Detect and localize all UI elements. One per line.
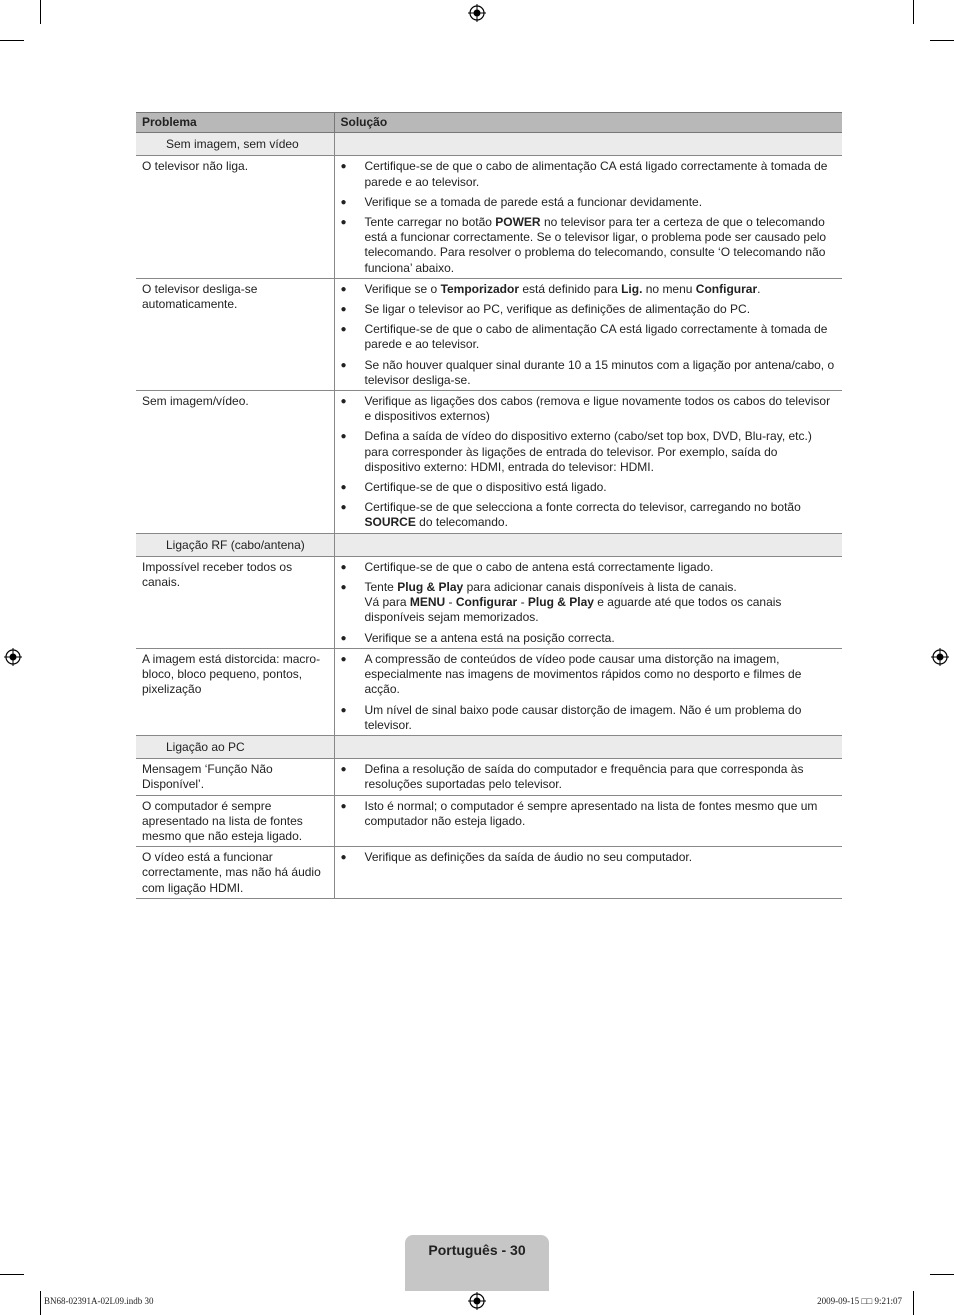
solution-item <box>341 652 837 698</box>
problem-cell: O vídeo está a funcionar correctamente, mas não há áudio com ligação HDMI. <box>136 847 334 899</box>
emphasis-text: Plug & Play <box>527 595 594 610</box>
emphasis-text: Plug & Play <box>397 580 464 595</box>
solution-text: Verifique se a tomada de parede está a funcionar devidamente. <box>364 194 703 209</box>
section-blank-cell <box>334 533 842 556</box>
solution-list <box>341 762 837 792</box>
solution-cell <box>334 847 842 899</box>
section-row <box>136 133 842 156</box>
troubleshooting-table <box>136 112 842 899</box>
solution-text: . <box>757 281 761 296</box>
table-row <box>136 648 842 735</box>
solution-text: está definido para <box>519 281 622 296</box>
solution-text: Tente <box>364 580 398 595</box>
solution-text: no televisor para ter a certeza de que o telecomando está a funcionar correctamente. Se o televisor ligar, o problema pode ser causado pelo telecomando. Para resolver o problema do telecomando, consulte ‘O telecomando não funciona’ abaixo. <box>364 215 827 275</box>
solution-text: para adicionar canais disponíveis à lista de canais. <box>463 580 737 595</box>
column-header-solution: Solução <box>334 113 842 133</box>
solution-text: Defina a saída de vídeo do dispositivo externo (cabo/set top box, DVD, Blu-ray, etc.) para corresponder às ligações de entrada do televisor. Por exemplo, saída do dispositivo externo: HDMI, entrada do televisor: HDMI. <box>364 429 812 474</box>
solution-list <box>341 282 837 388</box>
table-header-row <box>136 113 842 133</box>
bullet-icon: ● <box>340 431 347 443</box>
bullet-icon: ● <box>340 632 347 644</box>
crop-mark <box>930 1274 954 1275</box>
solution-list <box>341 799 837 829</box>
crop-mark <box>913 0 914 24</box>
solution-cell <box>334 391 842 534</box>
table-row <box>136 156 842 278</box>
bullet-icon: ● <box>340 764 347 776</box>
solution-list <box>341 560 837 646</box>
solution-list <box>341 652 837 733</box>
solution-text: Verifique se o <box>364 281 441 296</box>
emphasis-text: Temporizador <box>440 281 520 296</box>
solution-text: Verifique as definições da saída de áudio no seu computador. <box>364 850 693 865</box>
registration-mark-icon <box>4 648 22 666</box>
solution-item <box>341 429 837 475</box>
solution-item <box>341 282 837 297</box>
registration-mark-icon <box>468 4 486 22</box>
solution-item <box>341 560 837 575</box>
section-label: Ligação ao PC <box>136 735 334 758</box>
problem-cell: Sem imagem/vídeo. <box>136 391 334 534</box>
problem-cell: O televisor desliga-se automaticamente. <box>136 278 334 390</box>
crop-mark <box>0 1274 24 1275</box>
solution-text: Vá para <box>364 595 410 610</box>
solution-item <box>341 703 837 733</box>
section-blank-cell <box>334 133 842 156</box>
emphasis-text: Lig. <box>621 281 643 296</box>
problem-cell: A imagem está distorcida: macro-bloco, bloco pequeno, pontos, pixelização <box>136 648 334 735</box>
solution-text: no menu <box>642 281 696 296</box>
table-row <box>136 278 842 390</box>
solution-text: A compressão de conteúdos de vídeo pode causar uma distorção na imagem, especialmente nas imagens de movimentos rápidos como no desporto e filmes de acção. <box>364 651 802 697</box>
solution-text: Isto é normal; o computador é sempre apresentado na lista de fontes mesmo que um computador não esteja ligado. <box>364 798 818 828</box>
section-row <box>136 735 842 758</box>
column-header-problem: Problema <box>136 113 334 133</box>
solution-text: Certifique-se de que o dispositivo está ligado. <box>364 480 607 495</box>
file-name: BN68-02391A-02L09.indb 30 <box>44 1296 154 1306</box>
bullet-icon: ● <box>340 217 347 229</box>
crop-mark <box>40 0 41 24</box>
solution-text: Certifique-se de que selecciona a fonte correcta do televisor, carregando no botão <box>364 500 801 515</box>
solution-cell <box>334 759 842 795</box>
solution-text: Defina a resolução de saída do computador e frequência para que corresponda às resoluções suportadas pelo televisor. <box>364 762 804 792</box>
solution-item <box>341 195 837 210</box>
bullet-icon: ● <box>340 161 347 173</box>
bullet-icon: ● <box>340 359 347 371</box>
problem-cell: O computador é sempre apresentado na lista de fontes mesmo que não esteja ligado. <box>136 795 334 847</box>
solution-text: Certifique-se de que o cabo de alimentação CA está ligado correctamente à tomada de parede e ao televisor. <box>364 159 828 189</box>
solution-item <box>341 580 837 626</box>
solution-text: Verifique se a antena está na posição correcta. <box>364 630 615 645</box>
solution-text: Um nível de sinal baixo pode causar distorção de imagem. Não é um problema do televisor. <box>364 702 802 732</box>
table-body <box>136 133 842 899</box>
solution-cell <box>334 156 842 278</box>
bullet-icon: ● <box>340 324 347 336</box>
solution-text: Verifique as ligações dos cabos (remova e ligue novamente todos os cabos do televisor e dispositivos externos) <box>364 394 831 424</box>
solution-list <box>341 850 837 865</box>
solution-item <box>341 500 837 530</box>
bullet-icon: ● <box>340 482 347 494</box>
emphasis-text: SOURCE <box>364 515 416 530</box>
problem-cell: O televisor não liga. <box>136 156 334 278</box>
bullet-icon: ● <box>340 502 347 514</box>
solution-item <box>341 631 837 646</box>
solution-cell <box>334 556 842 648</box>
solution-text: e aguarde até que todos os canais disponíveis sejam memorizados. <box>364 595 782 625</box>
print-timestamp: 2009-09-15 □□ 9:21:07 <box>817 1296 902 1306</box>
bullet-icon: ● <box>340 396 347 408</box>
solution-text: do telecomando. <box>415 515 508 530</box>
crop-mark <box>913 1291 914 1315</box>
solution-item <box>341 799 837 829</box>
problem-cell: Impossível receber todos os canais. <box>136 556 334 648</box>
solution-text: Certifique-se de que o cabo de antena está correctamente ligado. <box>364 559 714 574</box>
registration-mark-icon <box>468 1292 486 1310</box>
table-row <box>136 847 842 899</box>
solution-list <box>341 159 837 275</box>
section-row <box>136 533 842 556</box>
solution-text: Se não houver qualquer sinal durante 10 a 15 minutos com a ligação por antena/cabo, o televisor desliga-se. <box>364 357 835 387</box>
solution-item <box>341 159 837 189</box>
registration-mark-icon <box>931 648 949 666</box>
table-row <box>136 759 842 795</box>
solution-cell <box>334 795 842 847</box>
solution-item <box>341 322 837 352</box>
bullet-icon: ● <box>340 653 347 665</box>
crop-mark <box>40 1291 41 1315</box>
emphasis-text: POWER <box>495 215 541 230</box>
section-label: Sem imagem, sem vídeo <box>136 133 334 156</box>
solution-item <box>341 394 837 424</box>
table-row <box>136 391 842 534</box>
table-row <box>136 795 842 847</box>
solution-item <box>341 358 837 388</box>
bullet-icon: ● <box>340 561 347 573</box>
solution-text: Tente carregar no botão <box>364 215 496 230</box>
problem-cell: Mensagem ‘Função Não Disponível’. <box>136 759 334 795</box>
solution-text: - <box>445 595 456 610</box>
bullet-icon: ● <box>340 304 347 316</box>
bullet-icon: ● <box>340 800 347 812</box>
bullet-icon: ● <box>340 852 347 864</box>
solution-cell <box>334 278 842 390</box>
table-row <box>136 556 842 648</box>
solution-item <box>341 762 837 792</box>
crop-mark <box>930 40 954 41</box>
solution-list <box>341 394 837 531</box>
solution-text: - <box>517 595 528 610</box>
solution-item <box>341 480 837 495</box>
section-blank-cell <box>334 735 842 758</box>
page-label: Português - 30 <box>428 1242 526 1258</box>
solution-item <box>341 850 837 865</box>
solution-cell <box>334 648 842 735</box>
solution-text: Certifique-se de que o cabo de alimentação CA está ligado correctamente à tomada de parede e ao televisor. <box>364 322 828 352</box>
bullet-icon: ● <box>340 582 347 594</box>
solution-item <box>341 302 837 317</box>
bullet-icon: ● <box>340 196 347 208</box>
bullet-icon: ● <box>340 283 347 295</box>
crop-mark <box>0 40 24 41</box>
emphasis-text: Configurar <box>455 595 518 610</box>
solution-text: Se ligar o televisor ao PC, verifique as definições de alimentação do PC. <box>364 302 751 317</box>
section-label: Ligação RF (cabo/antena) <box>136 533 334 556</box>
bullet-icon: ● <box>340 704 347 716</box>
emphasis-text: MENU <box>409 595 446 610</box>
solution-item <box>341 215 837 276</box>
emphasis-text: Configurar <box>695 281 758 296</box>
